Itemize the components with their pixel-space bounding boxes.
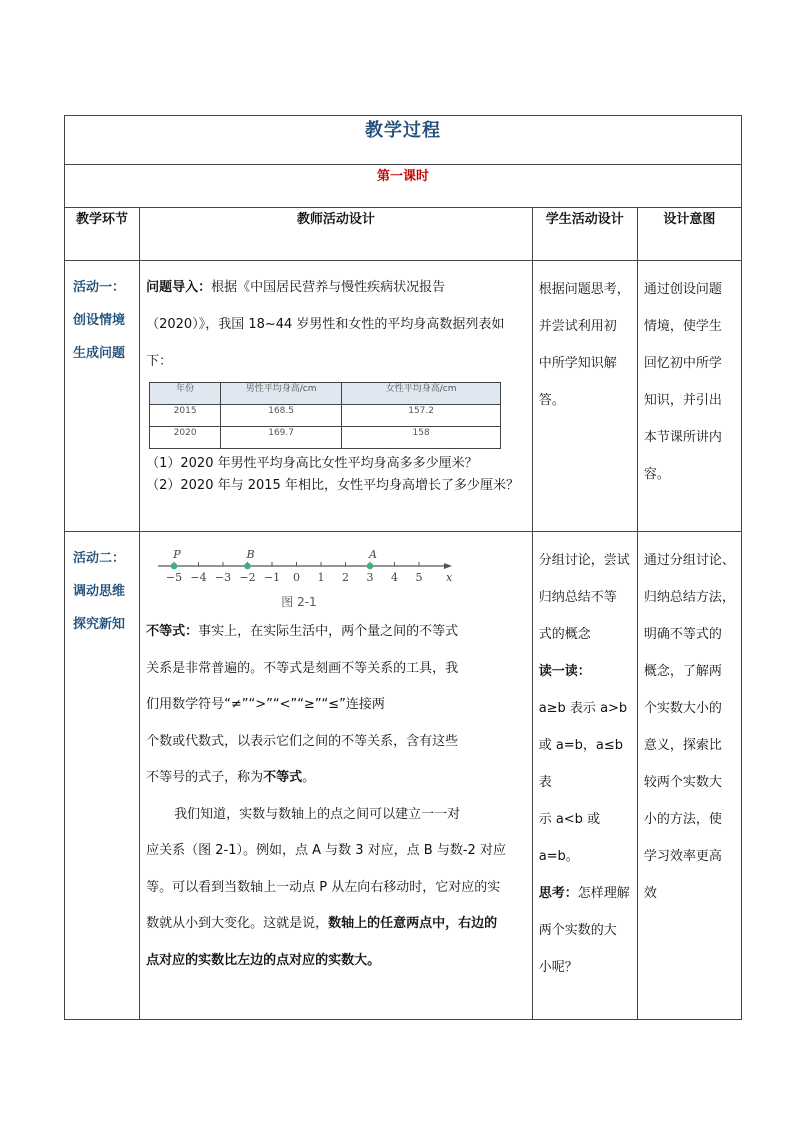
table-row: 2015 168.5 157.2 bbox=[150, 405, 501, 427]
tick-label: −3 bbox=[215, 571, 232, 584]
header-student: 学生活动设计 bbox=[532, 208, 637, 261]
tick-label: −1 bbox=[264, 571, 281, 584]
height-data-table: 年份 男性平均身高/cm 女性平均身高/cm 2015 168.5 157.2 2020 169.7 158 bbox=[149, 382, 501, 449]
think-label: 思考： bbox=[538, 886, 578, 901]
tick-label: 2 bbox=[342, 571, 350, 584]
header-stage: 教学环节 bbox=[65, 208, 140, 261]
tick-label: −2 bbox=[239, 571, 256, 584]
point-p bbox=[171, 563, 178, 570]
point-label: B bbox=[246, 548, 255, 561]
activity-2-intent: 通过分组讨论、 归纳总结方法， 明确不等式的 概念，了解两 个实数大小的 意义，探索比 较两个实数大 小的方法，使 学习效率更高 效 bbox=[643, 553, 735, 901]
question-2: （2）2020 年与 2015 年相比，女性平均身高增长了多少厘米？ bbox=[146, 478, 519, 493]
axis-arrow-icon bbox=[444, 563, 452, 569]
activity-row-1 bbox=[65, 261, 742, 532]
point-b bbox=[244, 563, 251, 570]
tick-label: 1 bbox=[317, 571, 325, 584]
tick-label: 3 bbox=[366, 571, 374, 584]
tick-label: 5 bbox=[415, 571, 423, 584]
tick-label: −5 bbox=[166, 571, 183, 584]
activity-2-teacher: 不等式：事实上，在实际生活中，两个量之间的不等式 关系是非常普遍的。不等式是刻画不等关系的工具，我 们用数学符号“≠”“>”“<”“≥”“≤”连接两 个数或代数式，以表示它们之间的不等关系，含有这些 不等号的式子，称为不等式。 我们知道，实数与数轴上的点之间可以建立一一对 应关系（图 2-1）。例如，点 A 与数 3 对应，点 B 与数-2 对应 等。可以看到当数轴上一动点 P 从左向右移动时，它对应的实 数就从小到大变化。这就是说，数轴上的任意两点中，右边的 点对应的实数比左边的点对应的实数大。 bbox=[146, 624, 506, 968]
point-a bbox=[367, 563, 374, 570]
lesson-label: 第一课时 bbox=[376, 169, 429, 184]
table-row: 2020 169.7 158 bbox=[150, 427, 501, 449]
inequality-label: 不等式： bbox=[146, 624, 199, 639]
activity-1-name: 活动一： 创设情境 生成问题 bbox=[73, 280, 126, 361]
intro-label: 问题导入： bbox=[146, 280, 212, 295]
lesson-plan bbox=[64, 115, 742, 1020]
activity-2-name: 活动二： 调动思维 探究新知 bbox=[73, 551, 126, 632]
page-title: 教学过程 bbox=[365, 120, 441, 141]
header-row bbox=[65, 208, 742, 261]
tick-label: 4 bbox=[391, 571, 399, 584]
figure-caption: 图 2-1 bbox=[281, 595, 317, 609]
axis-label: x bbox=[446, 571, 453, 584]
point-label: A bbox=[369, 548, 378, 561]
tick-label: −4 bbox=[190, 571, 207, 584]
activity-1-intent: 通过创设问题 情境，使学生 回忆初中所学 知识，并引出 本节课所讲内 容。 bbox=[643, 282, 722, 482]
question-1: （1）2020 年男性平均身高比女性平均身高多多少厘米？ bbox=[146, 456, 478, 471]
teaching-process-table bbox=[64, 115, 742, 1020]
header-teacher: 教师活动设计 bbox=[140, 208, 533, 261]
number-line-figure bbox=[154, 532, 454, 614]
activity-row-2 bbox=[65, 532, 742, 1020]
header-intent: 设计意图 bbox=[637, 208, 741, 261]
activity-2-student: 分组讨论，尝试 归纳总结不等 式的概念 读一读： a≥b 表示 a>b 或 a=b，a≤b 表 示 a<b 或 a=b。 思考：怎样理解 两个实数的大 小呢？ bbox=[538, 553, 630, 975]
tick-label: 0 bbox=[293, 571, 301, 584]
activity-1-teacher: 问题导入：根据《中国居民营养与慢性疾病状况报告 （2020）》，我国 18~44 岁男性和女性的平均身高数据列表如 下： bbox=[146, 280, 505, 369]
read-label: 读一读： bbox=[538, 664, 591, 679]
point-label: P bbox=[173, 548, 181, 561]
activity-1-student: 根据问题思考， 并尝试利用初 中所学知识解 答。 bbox=[538, 282, 630, 408]
